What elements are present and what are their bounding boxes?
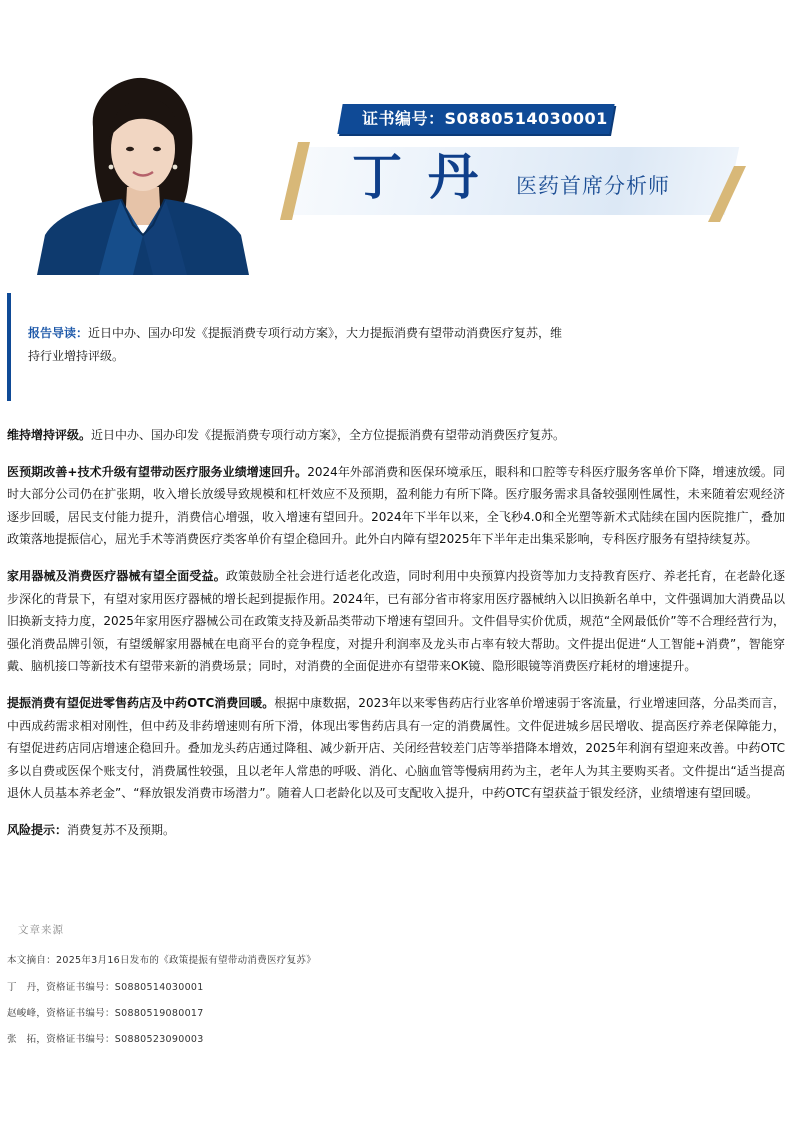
report-guide: [28, 322, 573, 368]
certificate-number: 证书编号：S0880514030001: [362, 109, 608, 128]
paragraph-text: 根据中康数据，2023年以来零售药店行业客单价增速弱于客流量，行业增速回落，分品类而言，中西成药需求相对刚性，但中药及非药增速则有所下滑，体现出零售药店具有一定的消费属性。文件促进城乡居民增收、提高医疗养老保障能力，有望促进药店同店增速企稳回升。叠加龙头药店通过降租、减少新开店、关闭经营较差门店等举措降本增效，2025年利润有望迎来改善。中药OTC多以自费或医保个账支付，消费属性较强，且以老年人常患的呼吸、消化、心脑血管等慢病用药为主，老年人为其主要购买者。文件提出“适当提高退休人员基本养老金”、“释放银发消费市场潜力”。随着人口老龄化以及可支配收入提升，中药OTC有望获益于银发经济，业绩增速有望回暖。: [7, 695, 785, 801]
analyst-portrait: [37, 75, 249, 275]
source-line: 张 拓，资格证书编号：S0880523090003: [7, 1034, 204, 1045]
paragraph-text: 消费复苏不及预期。: [67, 822, 176, 837]
paragraph-lead: 家用器械及消费医疗器械有望全面受益。: [7, 568, 226, 583]
paragraph-lead: 风险提示：: [7, 822, 68, 837]
paragraph-home-devices: [7, 565, 785, 678]
paragraph-lead: 维持增持评级。: [7, 428, 92, 442]
gold-accent-right: [706, 166, 746, 222]
source-line: 本文摘自：2025年3月16日发布的《政策提振有望带动消费医疗复苏》: [7, 955, 317, 966]
source-heading: 文章来源: [18, 924, 64, 936]
gold-accent-left: [280, 142, 310, 220]
source-line: 丁 丹，资格证书编号：S0880514030001: [7, 982, 204, 993]
paragraph-lead: 医预期改善+技术升级有望带动医疗服务业绩增速回升。: [7, 464, 308, 479]
paragraph-medical-services: [7, 461, 785, 551]
guide-label: 报告导读：: [28, 326, 89, 340]
source-line: 赵峻峰，资格证书编号：S0880519080017: [7, 1008, 204, 1019]
paragraph-text: 2024年外部消费和医保环境承压，眼科和口腔等专科医疗服务客单价下降，增速放缓。同时大部分公司仍在扩张期，收入增长放缓导致规模和杠杆效应不及预期，盈利能力有所下降。医疗服务需求具备较强刚性属性，未来随着宏观经济逐步回暖，居民支付能力提升，消费信心增强，收入增速有望回升。2024年下半年以来，全飞秒4.0和全光塑等新术式陆续在国内医院推广，叠加政策落地提振信心，屈光手术等消费医疗类客单价有望企稳回升。此外白内障有望2025年下半年走出集采影响，专科医疗服务有望持续复苏。: [7, 464, 785, 547]
analyst-name: 丁丹: [352, 147, 504, 206]
paragraph-lead: 提振消费有望促进零售药店及中药OTC消费回暖。: [7, 695, 275, 710]
paragraph-rating: [7, 424, 785, 447]
paragraph-pharmacy-otc: [7, 692, 785, 805]
analyst-title: 医药首席分析师: [516, 174, 670, 198]
paragraph-risk: [7, 819, 785, 842]
guide-text: 近日中办、国办印发《提振消费专项行动方案》，大力提振消费有望带动消费医疗复苏，维持行业增持评级。: [28, 326, 563, 363]
paragraph-text: 近日中办、国办印发《提振消费专项行动方案》，全方位提振消费有望带动消费医疗复苏。: [91, 428, 566, 442]
paragraph-text: 政策鼓励全社会进行适老化改造，同时利用中央预算内投资等加力支持教育医疗、养老托育，在老龄化逐步深化的背景下，有望对家用医疗器械的增长起到提振作用。2024年，已有部分省市将家用医疗器械纳入以旧换新名单中，文件强调加大消费品以旧换新支持力度，2025年家用医疗器械公司在政策支持及新品类带动下增速有望回升。文件倡导实价优质，规范“全网最低价”等不合理经营行为，强化消费品牌引领，有望缓解家用器械在电商平台的竞争程度，对提升利润率及龙头市占率有较大帮助。文件提出促进“人工智能+消费”，智能穿戴、脑机接口等新技术有望带来新的消费场景；同时，对消费的全面促进亦有望带来OK镜、隐形眼镜等消费医疗耗材的增速提升。: [7, 568, 785, 674]
analyst-header: [0, 0, 793, 280]
report-body: [7, 424, 785, 856]
guide-accent-bar: [7, 293, 11, 401]
